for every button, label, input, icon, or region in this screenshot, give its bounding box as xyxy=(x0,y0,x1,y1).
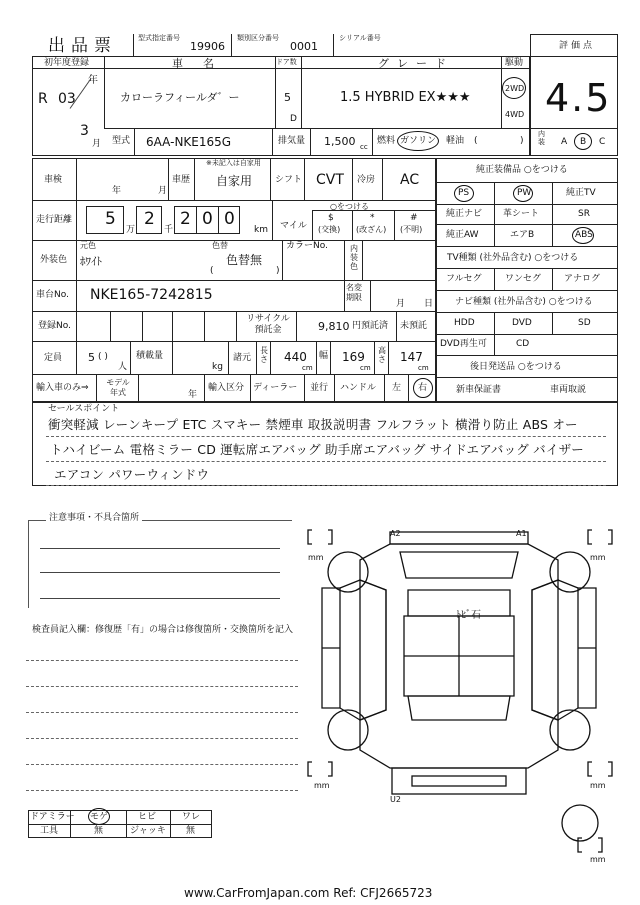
type-value: 6AA-NKE165G xyxy=(146,135,232,149)
height-value: 147 xyxy=(400,350,423,364)
tv-full: フルセグ xyxy=(446,274,482,284)
dvd-playback: DVD再生可 xyxy=(440,339,487,349)
fuel-selected: ガソリン xyxy=(400,136,437,146)
fuel-alt: 軽油 xyxy=(446,136,465,146)
handle-right: 右 xyxy=(418,383,428,393)
page-title: 出品票 xyxy=(48,36,117,56)
era: R xyxy=(38,91,48,107)
class-code-value: 0001 xyxy=(290,40,318,53)
color-no-label: カラーNo. xyxy=(286,241,328,251)
displacement-label: 排気量 xyxy=(278,136,306,146)
mileage-d1: 5 xyxy=(105,209,116,229)
mm-fl: mm xyxy=(308,553,324,562)
sales-line-1: 衝突軽減 レーンキープ ETC スマキー 禁煙車 取扱説明書 フルフラット 横滑り防止 ABS オー xyxy=(48,417,578,432)
doors-value: 5 xyxy=(284,91,291,104)
equip-sr: SR xyxy=(578,209,590,219)
sales-line-3: エアコン パワーウィンドウ xyxy=(54,467,210,482)
caution-box xyxy=(28,520,292,608)
mileage-d5: 0 xyxy=(224,209,235,229)
interior-grade-b: B xyxy=(580,137,587,147)
height-unit: cm xyxy=(418,364,429,372)
original-color-label: 元色 xyxy=(80,241,96,250)
mirror-ware: ワレ xyxy=(182,812,201,822)
reg-year: 03 xyxy=(58,91,76,107)
shift-label: シフト xyxy=(275,175,303,185)
fuel-bracket-close: ) xyxy=(520,136,524,146)
width-label: 幅 xyxy=(319,351,329,361)
a1-label: A1 xyxy=(516,529,527,538)
tv-one: ワンセグ xyxy=(505,274,542,284)
capacity-value: 5 xyxy=(88,351,95,364)
model-code-value: 19906 xyxy=(190,40,225,53)
car-diagram xyxy=(300,520,620,870)
dims-label: 諸元 xyxy=(233,353,252,363)
interior-grade-c: C xyxy=(599,137,606,147)
grade-label: グレード xyxy=(378,57,454,70)
person-unit: 人 xyxy=(118,362,128,372)
equip-abs-circle xyxy=(572,227,594,244)
deadline-label: 名変期限 xyxy=(346,283,362,302)
history-note: ※未記入は自家用 xyxy=(206,159,261,167)
mileage-label: 走行距離 xyxy=(36,215,73,225)
mileage-sen: 千 xyxy=(164,225,174,235)
model-year-unit: 年 xyxy=(188,390,198,400)
length-label: 長さ xyxy=(260,346,268,365)
handle-left: 左 xyxy=(392,383,402,393)
recycle-label: リサイクル預託金 xyxy=(246,314,290,335)
mirror-hibi: ヒビ xyxy=(138,812,157,822)
history-value: 自家用 xyxy=(216,174,253,188)
navi-title: ナビ種類 (社外品含む) ○をつける xyxy=(455,297,593,307)
color-label: 外装色 xyxy=(40,255,68,265)
tv-analog: アナログ xyxy=(564,274,601,284)
equip-leather: 革シート xyxy=(503,209,540,219)
length-value: 440 xyxy=(284,350,307,364)
import-label: 輸入車のみ⇒ xyxy=(36,383,89,393)
mileage-d3: 2 xyxy=(180,209,191,229)
inspection-year-unit: 年 xyxy=(112,186,122,196)
deadline-day: 日 xyxy=(424,299,434,309)
drive-2wd-circle xyxy=(502,77,526,99)
tool-value: 無 xyxy=(94,826,104,836)
handle-right-circle xyxy=(413,378,433,398)
handle-label: ハンドル xyxy=(340,383,377,393)
equip-ps-circle xyxy=(454,185,474,202)
rating-value: 4.5 xyxy=(545,76,612,120)
cd-label: CD xyxy=(516,339,530,349)
mileage-d4: 0 xyxy=(202,209,213,229)
mirror-moge: モゲ xyxy=(90,812,109,822)
width-unit: cm xyxy=(360,364,371,372)
equip-ps: PS xyxy=(458,188,470,198)
ship-title: 後日発送品 ○をつける xyxy=(470,362,562,372)
equipment-title: 純正装備品 ○をつける xyxy=(476,165,568,175)
roof-note: ﾄﾋﾞ石 xyxy=(456,610,481,621)
doors-label: ドア数 xyxy=(276,58,297,66)
color-change-label: 色替 xyxy=(212,241,228,250)
mm-rl: mm xyxy=(314,781,330,790)
mm-rr: mm xyxy=(590,781,606,790)
original-color: ﾎﾜｲﾄ xyxy=(80,255,102,268)
inspection-label: 車検 xyxy=(44,175,63,185)
drive-2wd: 2WD xyxy=(505,84,525,93)
reg-month: 3 xyxy=(80,123,89,139)
length-unit: cm xyxy=(302,364,313,372)
deadline-month: 月 xyxy=(396,299,406,309)
load-label: 積載量 xyxy=(136,351,164,361)
history-label: 車歴 xyxy=(172,175,191,185)
kg-unit: kg xyxy=(212,362,223,372)
equip-abs: ABS xyxy=(575,230,593,240)
equip-navi: 純正ナビ xyxy=(446,209,483,219)
inspection-month-unit: 月 xyxy=(158,186,168,196)
mm-fr: mm xyxy=(590,553,606,562)
class-code-label: 類別区分番号 xyxy=(237,34,279,42)
interior-color-label: 内装色 xyxy=(350,244,358,272)
jack-label: ジャッキ xyxy=(130,826,166,836)
parallel-option: 並行 xyxy=(310,383,329,393)
tv-title: TV種類 (社外品含む) ○をつける xyxy=(447,253,579,263)
navi-dvd: DVD xyxy=(512,318,532,328)
shift-value: CVT xyxy=(316,172,344,188)
fuel-bracket-open: ( xyxy=(474,136,478,146)
class-code-cell xyxy=(231,34,333,56)
circle-note: ○をつける xyxy=(330,202,369,211)
mirror-label: ドアミラー xyxy=(30,812,75,822)
serial-label: シリアル番号 xyxy=(339,34,381,42)
mileage-d2: 2 xyxy=(144,209,155,229)
mile-label: マイル xyxy=(280,221,307,231)
recycle-deposit: 円預託済 xyxy=(352,321,389,331)
width-value: 169 xyxy=(342,350,365,364)
interior-label: 内装 xyxy=(538,130,545,146)
capacity-paren: ( ) xyxy=(98,352,108,362)
equip-airb: エアB xyxy=(510,230,535,240)
color-change: 色替無 xyxy=(226,253,263,267)
star-label: * xyxy=(370,213,375,223)
regno-label: 登録No. xyxy=(38,321,71,331)
chassis-value: NKE165-7242815 xyxy=(90,287,213,303)
car-name-label: 車名 xyxy=(172,57,234,70)
mileage-km: km xyxy=(254,225,268,235)
navi-hdd: HDD xyxy=(454,318,475,328)
dollar-note: (交換) xyxy=(318,225,341,234)
import-class-label: 輸入区分 xyxy=(208,383,245,393)
color-change-paren-open: ( xyxy=(210,266,214,276)
equip-pw: PW xyxy=(517,188,532,198)
jack-value: 無 xyxy=(186,826,196,836)
interior-grade-a: A xyxy=(561,137,568,147)
year-unit: 年 xyxy=(88,75,98,86)
displacement-unit: cc xyxy=(360,143,368,151)
door-type: D xyxy=(290,114,297,124)
mileage-man: 万 xyxy=(126,225,136,235)
dollar-label: $ xyxy=(328,213,334,223)
recycle-amount: 9,810 xyxy=(318,320,350,333)
a2-label: A2 xyxy=(390,529,401,538)
u2-label: U2 xyxy=(390,795,401,804)
displacement-value: 1,500 xyxy=(324,135,356,148)
sales-points-label: セールスポイント xyxy=(48,404,120,414)
equip-tv: 純正TV xyxy=(566,188,596,198)
rating-label: 評価点 xyxy=(559,41,596,51)
drive-label: 駆動 xyxy=(505,58,524,68)
month-unit: 月 xyxy=(92,139,102,149)
caution-label: 注意事項・不具合箇所 xyxy=(46,514,142,523)
ac-value: AC xyxy=(400,172,420,188)
footer-ref: www.CarFromJapan.com Ref: CFJ2665723 xyxy=(184,886,433,900)
ship-manual: 車両取説 xyxy=(550,385,587,395)
capacity-label: 定員 xyxy=(44,353,63,363)
chassis-label: 車台No. xyxy=(36,290,69,300)
model-code-label: 型式指定番号 xyxy=(138,34,180,42)
fuel-label: 燃料 xyxy=(377,136,396,146)
first-reg-label: 初年度登録 xyxy=(44,58,90,68)
type-label: 型式 xyxy=(112,136,131,146)
sales-line-2: トハイビーム 電格ミラー CD 運転席エアバッグ 助手席エアバッグ サイドエアバッグ バイザー xyxy=(50,442,584,457)
height-label: 高さ xyxy=(378,346,386,365)
interior-grade-circle xyxy=(574,133,592,150)
model-year-label: モデル年式 xyxy=(106,378,130,397)
equip-aw: 純正AW xyxy=(446,230,479,240)
equip-pw-circle xyxy=(513,185,533,202)
inspector-label: 検査員記入欄：修復歴「有」の場合は修復箇所・交換箇所を記入 xyxy=(32,625,294,635)
mm-spare: mm xyxy=(590,855,606,864)
model-code-cell xyxy=(133,34,231,56)
color-change-paren-close: ) xyxy=(276,266,280,276)
grade-value: 1.5 HYBRID EX★★★ xyxy=(340,90,471,105)
ship-warranty: 新車保証書 xyxy=(456,385,502,395)
navi-sd: SD xyxy=(578,318,591,328)
ac-label: 冷房 xyxy=(357,175,376,185)
tool-label: 工具 xyxy=(40,826,59,836)
car-name: カローラフィールダ゛ー xyxy=(120,91,240,104)
mirror-moge-circle xyxy=(88,808,110,825)
fuel-circle xyxy=(397,131,439,151)
hash-note: (不明) xyxy=(400,225,423,234)
recycle-not: 未預託 xyxy=(400,321,428,331)
dealer-option: ディーラー xyxy=(253,383,298,393)
hash-label: # xyxy=(410,213,418,223)
drive-4wd: 4WD xyxy=(505,110,525,119)
serial-cell xyxy=(333,34,503,56)
star-note: (改ざん) xyxy=(356,225,387,234)
